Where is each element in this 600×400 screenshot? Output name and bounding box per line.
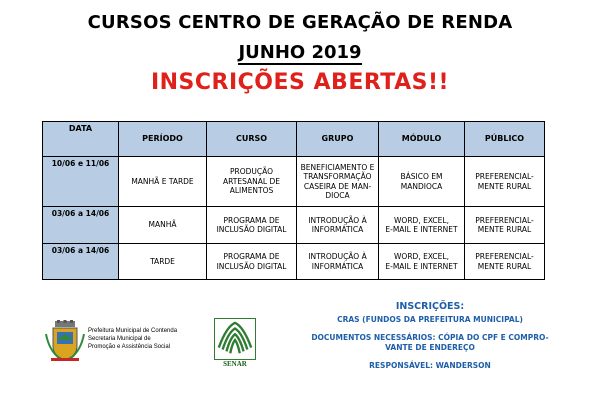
table-row [43, 207, 545, 244]
documents-line: VANTE DE ENDEREÇO [385, 342, 475, 352]
documents-line: DOCUMENTOS NECESSÁRIOS: CÓPIA DO CPF E COMPRO- [311, 333, 549, 342]
cell-modulo [379, 157, 465, 207]
cell-line: INCLUSÃO DIGITAL [216, 261, 287, 271]
municipal-crest-icon [45, 320, 85, 362]
cell-data: 10/06 e 11/06 [43, 157, 119, 207]
cell-periodo: MANHÃ [119, 207, 207, 244]
cell-line: INTRODUÇÃO À [308, 215, 367, 225]
cell-line: E-MAIL E INTERNET [385, 225, 458, 234]
cell-line: PREFERENCIAL- [475, 252, 534, 262]
table-header-row [43, 122, 545, 157]
month-subtitle [0, 42, 600, 63]
cell-periodo: TARDE [119, 244, 207, 280]
cell-publico [465, 207, 545, 244]
cell-grupo [297, 157, 379, 207]
cell-publico [465, 244, 545, 280]
senar-logo-icon [214, 318, 256, 360]
cell-line: WORD, EXCEL, [394, 215, 449, 225]
table-row [43, 157, 545, 207]
cell-curso [207, 244, 297, 280]
cell-curso [207, 207, 297, 244]
header-grupo: GRUPO [297, 122, 379, 157]
municipality-line: Prefeitura Municipal de Contenda [88, 328, 178, 334]
header-publico: PÚBLICO [465, 122, 545, 157]
cell-line: MANDIOCA [400, 181, 443, 191]
cell-line: MENTE RURAL [477, 225, 532, 234]
cell-line: DIOCA [325, 190, 350, 200]
registration-title: INSCRIÇÕES: [395, 301, 465, 312]
cell-line: WORD, EXCEL, [394, 252, 449, 262]
cell-line: PROGRAMA DE [223, 215, 280, 225]
cell-line: INCLUSÃO DIGITAL [216, 225, 287, 234]
cell-line: INFORMÁTICA [311, 225, 364, 234]
cell-line: PRODUÇÃO [229, 167, 274, 177]
cell-line: ALIMENTOS [229, 186, 274, 196]
required-documents [296, 333, 564, 353]
cell-line: TRANSFORMAÇÃO [303, 172, 372, 182]
cell-modulo [379, 244, 465, 280]
header-modulo: MÓDULO [379, 122, 465, 157]
header-curso: CURSO [207, 122, 297, 157]
cell-line: BÁSICO EM [400, 172, 443, 182]
cell-line: PREFERENCIAL- [475, 215, 534, 225]
cell-line: PREFERENCIAL- [475, 172, 534, 182]
cell-line: PROGRAMA DE [223, 252, 280, 262]
municipality-caption [88, 327, 177, 351]
page-title: CURSOS CENTRO DE GERAÇÃO DE RENDA [87, 12, 513, 33]
cell-line: CASEIRA DE MAN- [303, 181, 372, 191]
secretariat-line: Promoção e Assistência Social [88, 344, 171, 351]
cell-periodo: MANHÃ E TARDE [119, 157, 207, 207]
cell-grupo [297, 244, 379, 280]
cell-line: BENEFICIAMENTO E [300, 162, 375, 172]
cell-data: 03/06 a 14/06 [43, 207, 119, 244]
cell-line: MENTE RURAL [477, 181, 532, 191]
cell-line: INFORMÁTICA [311, 261, 364, 271]
cell-line: E-MAIL E INTERNET [385, 261, 458, 271]
senar-label: SENAR [223, 360, 247, 368]
cell-line: MENTE RURAL [477, 261, 532, 271]
responsible-person: RESPONSÁVEL: WANDERSON [369, 361, 491, 370]
registration-location: CRAS (FUNDOS DA PREFEITURA MUNICIPAL) [337, 315, 523, 324]
month-text: JUNHO 2019 [238, 42, 362, 63]
cell-modulo [379, 207, 465, 244]
header-periodo: PERÍODO [119, 122, 207, 157]
cell-data: 03/06 a 14/06 [43, 244, 119, 280]
courses-table [42, 121, 545, 280]
header-data: DATA [43, 122, 119, 157]
registrations-open-banner: INSCRIÇÕES ABERTAS!! [150, 70, 450, 95]
cell-line: INTRODUÇÃO À [308, 252, 367, 262]
secretariat-line: Secretaria Municipal de [88, 336, 151, 343]
cell-line: ARTESANAL DE [223, 176, 280, 186]
cell-publico [465, 157, 545, 207]
cell-curso [207, 157, 297, 207]
cell-grupo [297, 207, 379, 244]
table-row [43, 244, 545, 280]
